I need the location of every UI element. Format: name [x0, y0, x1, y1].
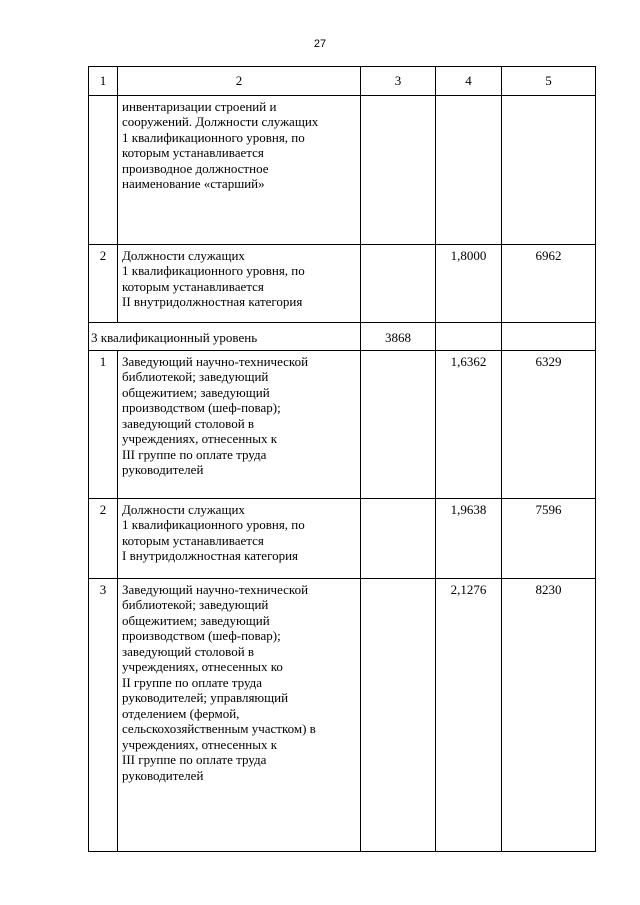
row-number: 2: [89, 244, 118, 322]
empty-cell: [502, 322, 596, 350]
salary-table: [88, 66, 596, 852]
qualification-level-label: 3 квалификационный уровень: [89, 322, 361, 350]
base-salary: [361, 498, 436, 578]
base-salary: [361, 244, 436, 322]
salary: 7596: [502, 498, 596, 578]
table-header-row: [89, 67, 596, 96]
coefficient: 1,6362: [436, 350, 502, 498]
base-salary: [361, 578, 436, 851]
position-name: Заведующий научно-технической библиотекой; заведующий общежитием; заведующий производством (шеф-повар); заведующий столовой в учреждениях, отнесенных ко II группе по оплате труда руководителей; управляющий отделением (фермой, сельскохозяйственным участком) в учреждениях, отнесенных к III группе по оплате труда руководителей: [118, 578, 361, 851]
empty-cell: [436, 322, 502, 350]
salary: 8230: [502, 578, 596, 851]
row-number: 2: [89, 498, 118, 578]
header-cell-4: 4: [436, 67, 502, 96]
salary: 6962: [502, 244, 596, 322]
row-number: 1: [89, 350, 118, 498]
base-salary: [361, 95, 436, 244]
header-cell-3: 3: [361, 67, 436, 96]
coefficient: [436, 95, 502, 244]
row-number: 3: [89, 578, 118, 851]
header-cell-2: 2: [118, 67, 361, 96]
table-row: [89, 244, 596, 322]
table-row: [89, 498, 596, 578]
position-name: Должности служащих 1 квалификационного уровня, по которым устанавливается II внутридолжностная категория: [118, 244, 361, 322]
qualification-level-row: [89, 322, 596, 350]
header-cell-5: 5: [502, 67, 596, 96]
coefficient: 2,1276: [436, 578, 502, 851]
salary: [502, 95, 596, 244]
base-salary: [361, 350, 436, 498]
level-base-salary: 3868: [361, 322, 436, 350]
table-row: [89, 578, 596, 851]
coefficient: 1,8000: [436, 244, 502, 322]
table-row: [89, 350, 596, 498]
position-name: Заведующий научно-технической библиотекой; заведующий общежитием; заведующий производством (шеф-повар); заведующий столовой в учреждениях, отнесенных к III группе по оплате труда руководителей: [118, 350, 361, 498]
coefficient: 1,9638: [436, 498, 502, 578]
salary: 6329: [502, 350, 596, 498]
page-number: 27: [313, 38, 327, 50]
position-name: инвентаризации строений и сооружений. Должности служащих 1 квалификационного уровня, по которым устанавливается производное должностное наименование «старший»: [118, 95, 361, 244]
position-name: Должности служащих 1 квалификационного уровня, по которым устанавливается I внутридолжностная категория: [118, 498, 361, 578]
table-row: [89, 95, 596, 244]
row-number: [89, 95, 118, 244]
header-cell-1: 1: [89, 67, 118, 96]
